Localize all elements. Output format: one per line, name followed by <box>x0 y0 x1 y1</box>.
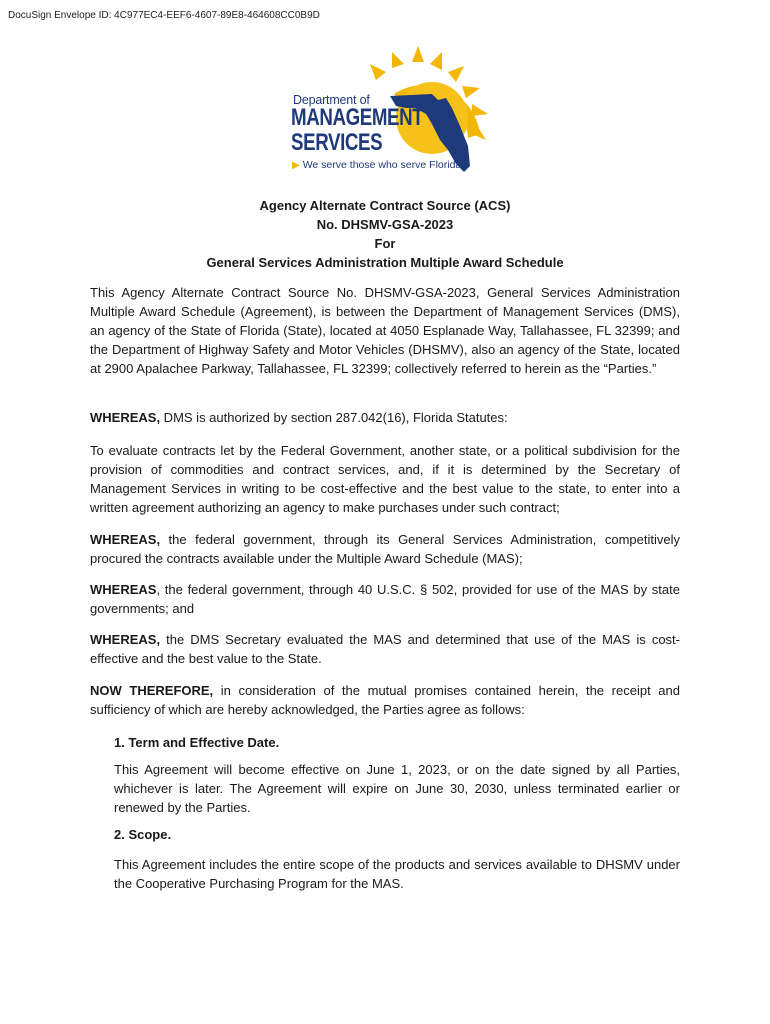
section-2-body: This Agreement includes the entire scope of the products and services available to DHSMV under the Cooperative Purchasing Program for the MAS. <box>114 857 680 891</box>
section-1-heading: 1. Term and Effective Date. <box>114 735 280 750</box>
logo-services: SERVICES <box>291 129 383 156</box>
whereas-paragraph-3 <box>90 580 680 618</box>
dms-logo <box>282 42 498 176</box>
section-2-heading: 2. Scope. <box>114 827 172 842</box>
now-therefore-lead: NOW THEREFORE, <box>90 683 214 698</box>
whereas-lead: WHEREAS <box>90 582 157 597</box>
title-line-3: For <box>374 236 396 251</box>
whereas-lead: WHEREAS, <box>90 532 161 547</box>
whereas-text: the DMS Secretary evaluated the MAS and determined that use of the MAS is cost-effective and the best value to the State. <box>90 632 680 666</box>
whereas-text: , the federal government, through 40 U.S.C. § 502, provided for use of the MAS by state governments; and <box>90 582 680 616</box>
evaluate-paragraph: To evaluate contracts let by the Federal Government, another state, or a political subdivision for the provision of commodities and contract services, and, if it is determined by the Secretary of Management Services in writing to be cost-effective and the best value to the state, to enter into a written agreement authorizing an agency to make purchases under such contract; <box>90 443 680 515</box>
whereas-lead: WHEREAS, <box>90 410 161 425</box>
whereas-paragraph-1 <box>90 408 680 427</box>
play-arrow-icon: ▶ <box>292 160 300 171</box>
section-1-body: This Agreement will become effective on June 1, 2023, or on the date signed by all Parties, whichever is later. The Agreement will expire on June 30, 2030, unless terminated earlier or renewed by the Parties. <box>114 762 680 815</box>
title-line-1: Agency Alternate Contract Source (ACS) <box>259 198 511 213</box>
now-therefore-paragraph <box>90 681 680 719</box>
whereas-paragraph-2 <box>90 530 680 568</box>
title-line-2: No. DHSMV-GSA-2023 <box>316 217 454 232</box>
logo-tagline <box>292 159 461 171</box>
whereas-paragraph-4 <box>90 630 680 668</box>
logo-dept-of: Department of <box>293 93 370 107</box>
tagline-text: We serve those who serve Florida <box>302 159 462 171</box>
docusign-envelope-id: DocuSign Envelope ID: 4C977EC4-EEF6-4607-89E8-464608CC0B9D <box>8 10 320 21</box>
now-therefore-text: in consideration of the mutual promises contained herein, the receipt and sufficiency of which are hereby acknowledged, the Parties agree as follows: <box>90 683 680 717</box>
whereas-text: the federal government, through its General Services Administration, competitively procured the contracts available under the Multiple Award Schedule (MAS); <box>90 532 680 566</box>
intro-paragraph: This Agency Alternate Contract Source No. DHSMV-GSA-2023, General Services Administration Multiple Award Schedule (Agreement), is between the Department of Management Services (DMS), an agency of the State of Florida (State), located at 4050 Esplanade Way, Tallahassee, FL 32399; and the Department of Highway Safety and Motor Vehicles (DHSMV), also an agency of the State, located at 2900 Apalachee Parkway, Tallahassee, FL 32399; collectively referred to herein as the “Parties.” <box>90 285 680 376</box>
whereas-text: DMS is authorized by section 287.042(16), Florida Statutes: <box>160 410 508 425</box>
document-title <box>0 196 770 272</box>
title-line-4: General Services Administration Multiple Award Schedule <box>206 255 564 270</box>
whereas-lead: WHEREAS, <box>90 632 161 647</box>
logo-management: MANAGEMENT <box>291 104 424 131</box>
